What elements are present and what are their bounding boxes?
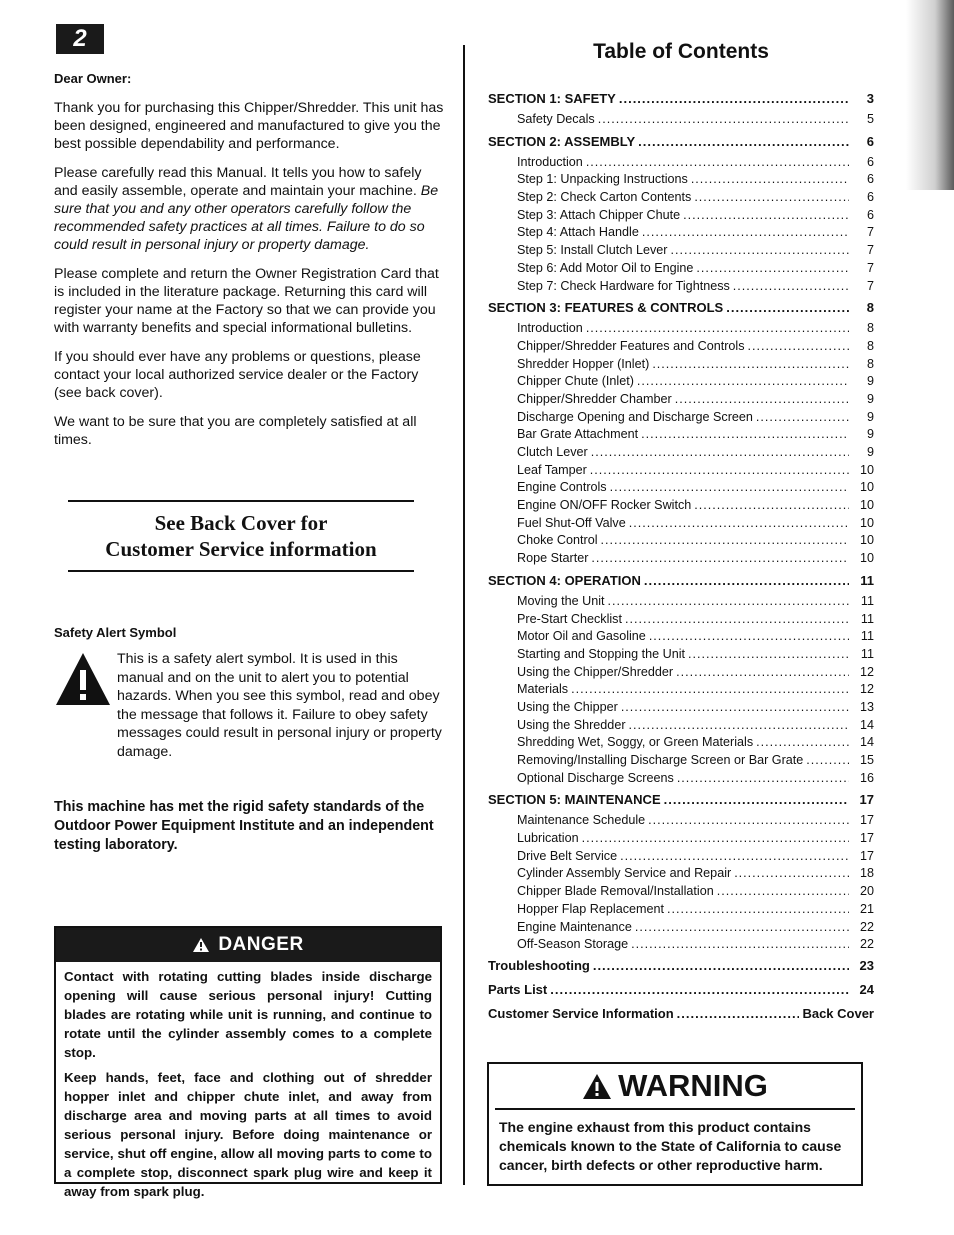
toc-page-number: 17 — [859, 848, 874, 863]
toc-leader-dots — [677, 770, 849, 788]
toc-leader-dots — [637, 373, 849, 391]
toc-page-number: 7 — [866, 260, 874, 275]
toc-leader-dots — [571, 681, 849, 699]
toc-label: Drive Belt Service — [517, 848, 618, 863]
toc-entry — [488, 320, 874, 338]
toc-label: Step 3: Attach Chipper Chute — [517, 207, 681, 222]
safety-alert-icon — [54, 650, 112, 708]
toc-page-number: 17 — [859, 831, 874, 846]
toc-leader-dots — [593, 954, 849, 978]
toc-label: Starting and Stopping the Unit — [517, 646, 686, 661]
toc-page-number: 10 — [859, 480, 874, 495]
toc-label: Using the Chipper/Shredder — [517, 664, 674, 679]
toc-leader-dots — [652, 356, 849, 374]
toc-entry — [488, 611, 874, 629]
toc-leader-dots — [586, 320, 849, 338]
toc-label: SECTION 1: SAFETY — [488, 91, 616, 106]
toc-leader-dots — [625, 611, 849, 629]
toc-entry — [488, 111, 874, 129]
toc-label: Parts List — [488, 981, 548, 997]
intro-column — [54, 70, 446, 460]
toc-label: Clutch Lever — [517, 445, 588, 459]
toc-section-entry — [488, 295, 874, 320]
danger-box — [54, 926, 442, 1199]
toc-entry — [488, 479, 874, 497]
toc-page-number: 6 — [866, 133, 874, 149]
toc-page-number: Back Cover — [802, 1005, 874, 1021]
toc-label: Choke Control — [517, 533, 598, 548]
toc-page-number: 8 — [866, 321, 874, 336]
toc-entry — [488, 628, 874, 646]
toc-leader-dots — [591, 444, 849, 462]
toc-leader-dots — [629, 717, 849, 735]
toc-entry — [488, 338, 874, 356]
toc-section-entry — [488, 86, 874, 111]
bottom-rule — [68, 570, 414, 572]
toc-page-number: 7 — [866, 278, 874, 293]
toc-leader-dots — [726, 295, 849, 320]
toc-page-number: 11 — [860, 629, 874, 644]
toc-entry — [488, 391, 874, 409]
toc-label: Leaf Tamper — [517, 462, 587, 477]
toc-page-number: 12 — [859, 682, 874, 697]
danger-title: DANGER — [218, 934, 304, 955]
toc-label: Cylinder Assembly Service and Repair — [517, 866, 732, 881]
toc-title: Table of Contents — [593, 40, 769, 63]
toc-page-number: 7 — [866, 225, 874, 240]
danger-paragraph-2: Keep hands, feet, face and clothing out of shredder hopper inlet and chipper chute inlet, and away from discharge area and moving parts at all times to avoid serious personal injury. Before doing maintenance or service, shut off engine, allow all moving parts to come to a complete stop, disconnect spark plug wire and keep it away from spark plug. — [64, 1070, 432, 1199]
toc-entry — [488, 409, 874, 427]
toc-page-number: 11 — [860, 572, 874, 588]
intro-paragraph-2 — [54, 164, 446, 254]
see-back-cover-box — [68, 500, 414, 572]
toc-entry — [488, 752, 874, 770]
toc-label: Engine Controls — [517, 480, 607, 495]
toc-page-number: 9 — [866, 409, 874, 424]
toc-label: Step 2: Check Carton Contents — [517, 190, 692, 205]
toc-leader-dots — [629, 515, 849, 533]
warning-box — [487, 1062, 863, 1186]
toc-entry — [488, 171, 874, 189]
toc-page-number: 23 — [859, 957, 874, 973]
toc-label: Hopper Flap Replacement — [517, 901, 665, 916]
toc-label: SECTION 2: ASSEMBLY — [488, 133, 636, 149]
toc-leader-dots — [631, 936, 849, 954]
toc-leader-dots — [641, 426, 849, 444]
toc-page-number: 14 — [859, 735, 874, 750]
toc-section-entry — [488, 954, 874, 978]
page-number: 2 — [56, 24, 104, 54]
toc-leader-dots — [671, 242, 849, 260]
toc-leader-dots — [688, 646, 849, 664]
toc-label: Chipper Chute (Inlet) — [517, 374, 634, 389]
toc-page-number: 5 — [866, 112, 874, 126]
toc-label: Introduction — [517, 154, 583, 169]
toc-leader-dots — [601, 532, 849, 550]
see-back-cover-text — [68, 502, 414, 570]
toc-leader-dots — [806, 752, 849, 770]
toc-page-number: 6 — [866, 172, 874, 187]
toc-label: Chipper/Shredder Features and Controls — [517, 338, 745, 353]
warning-title: WARNING — [618, 1068, 768, 1103]
toc-page-number: 7 — [866, 243, 874, 258]
toc-leader-dots — [550, 978, 849, 1002]
toc-label: Shredding Wet, Soggy, or Green Materials — [517, 735, 754, 750]
toc-label: Using the Shredder — [517, 717, 626, 732]
toc-entry — [488, 189, 874, 207]
toc-label: Fuel Shut-Off Valve — [517, 515, 626, 530]
toc-leader-dots — [748, 338, 849, 356]
toc-entry — [488, 515, 874, 533]
toc-label: Optional Discharge Screens — [517, 770, 674, 785]
toc-page-number: 12 — [859, 664, 874, 679]
toc-entry — [488, 865, 874, 883]
intro-paragraph-1: Thank you for purchasing this Chipper/Shredder. This unit has been designed, engineered and manufactured to give you the best possible dependability and performance. — [54, 100, 444, 152]
toc-entry — [488, 734, 874, 752]
toc-label: Moving the Unit — [517, 593, 605, 608]
warning-triangle-icon — [192, 937, 210, 953]
toc-page-number: 22 — [859, 919, 874, 934]
toc-leader-dots — [664, 787, 849, 812]
toc-label: Engine Maintenance — [517, 919, 632, 934]
toc-entry — [488, 462, 874, 480]
toc-page-number: 9 — [866, 445, 874, 459]
toc-label: Bar Grate Attachment — [517, 427, 639, 442]
toc-label: Removing/Installing Discharge Screen or Bar Grate — [517, 753, 804, 767]
toc-entry — [488, 919, 874, 937]
toc-leader-dots — [598, 111, 849, 129]
toc-leader-dots — [734, 865, 849, 883]
toc-entry — [488, 593, 874, 611]
toc-entry — [488, 717, 874, 735]
toc-leader-dots — [696, 260, 849, 278]
toc-leader-dots — [642, 224, 849, 242]
toc-page-number: 10 — [859, 462, 874, 477]
toc-label: Motor Oil and Gasoline — [517, 629, 646, 644]
see-back-line-1: See Back Cover for — [154, 511, 328, 535]
toc-leader-dots — [582, 830, 849, 848]
toc-entry — [488, 681, 874, 699]
intro-paragraph-4: If you should ever have any problems or questions, please contact your local authorized service dealer or the Factory (see back cover). — [54, 349, 421, 401]
toc-leader-dots — [648, 812, 849, 830]
toc-leader-dots — [610, 479, 849, 497]
toc-page-number: 6 — [866, 190, 874, 205]
toc-entry — [488, 936, 874, 954]
toc-label: SECTION 5: MAINTENANCE — [488, 792, 661, 808]
dear-owner-heading: Dear Owner: — [54, 71, 132, 86]
intro-paragraph-2-italic: Be sure that you and any other operators carefully follow the recommended safety practices at all times. Failure to do so could result in personal injury or property damage. — [54, 183, 439, 253]
column-divider — [463, 45, 465, 1185]
toc-page-number: 18 — [859, 866, 874, 881]
danger-header — [56, 928, 440, 962]
toc-page-number: 9 — [866, 391, 874, 406]
toc-page-number: 24 — [859, 981, 874, 997]
toc-label: Step 6: Add Motor Oil to Engine — [517, 260, 694, 275]
toc-label: SECTION 3: FEATURES & CONTROLS — [488, 300, 724, 316]
standards-statement: This machine has met the rigid safety standards of the Outdoor Power Equipment Institute and an independent testing laboratory. — [54, 799, 434, 853]
safety-alert-text: This is a safety alert symbol. It is used in this manual and on the unit to alert you to potential hazards. When you see this symbol, read and obey the message that follows it. Failure to obey safety messages could result in personal injury or property damage. — [117, 651, 442, 760]
toc-section-entry — [488, 1002, 874, 1026]
toc-entry — [488, 278, 874, 296]
toc-section-entry — [488, 787, 874, 812]
toc-entry — [488, 532, 874, 550]
toc-entry — [488, 154, 874, 172]
toc-leader-dots — [635, 919, 849, 937]
table-of-contents — [488, 86, 874, 1026]
toc-page-number: 20 — [859, 884, 874, 899]
toc-label: Lubrication — [517, 831, 579, 846]
toc-page-number: 16 — [859, 770, 874, 785]
toc-label: Chipper/Shredder Chamber — [517, 391, 672, 406]
toc-section-entry — [488, 978, 874, 1002]
toc-page-number: 10 — [859, 551, 874, 566]
toc-leader-dots — [717, 883, 849, 901]
toc-page-number: 15 — [859, 753, 874, 767]
toc-label: Customer Service Information — [488, 1005, 674, 1021]
toc-entry — [488, 812, 874, 830]
toc-label: Off-Season Storage — [517, 937, 629, 952]
toc-leader-dots — [694, 189, 849, 207]
toc-page-number: 6 — [866, 207, 874, 222]
intro-paragraph-3: Please complete and return the Owner Registration Card that is included in the literature package. Returning this card will register your name at the Factory so that we can provide you with warranty benefits and special informational bulletins. — [54, 266, 439, 336]
warning-header — [489, 1064, 861, 1108]
toc-label: Step 1: Unpacking Instructions — [517, 172, 688, 187]
toc-label: Pre-Start Checklist — [517, 611, 622, 626]
toc-label: Introduction — [517, 321, 583, 336]
toc-label: Shredder Hopper (Inlet) — [517, 356, 650, 371]
toc-leader-dots — [638, 129, 849, 154]
toc-page-number: 22 — [859, 937, 874, 952]
toc-entry — [488, 373, 874, 391]
toc-entry — [488, 901, 874, 919]
toc-label: Chipper Blade Removal/Installation — [517, 884, 714, 899]
safety-alert-heading: Safety Alert Symbol — [54, 625, 177, 640]
toc-leader-dots — [683, 207, 849, 225]
toc-label: Using the Chipper — [517, 699, 618, 714]
toc-entry — [488, 883, 874, 901]
toc-entry — [488, 699, 874, 717]
danger-body — [56, 962, 440, 1201]
toc-page-number: 21 — [859, 901, 874, 916]
toc-leader-dots — [675, 391, 849, 409]
toc-label: Rope Starter — [517, 551, 589, 566]
toc-entry — [488, 550, 874, 568]
danger-paragraph-1: Contact with rotating cutting blades inside discharge opening will cause serious personal injury! Cutting blades are rotating while unit is running, and continue to rotate until the cylinder assembly comes to a complete stop. — [64, 969, 432, 1060]
toc-page-number: 13 — [859, 699, 874, 714]
warning-text: The engine exhaust from this product contains chemicals known to the State of California to cause cancer, birth defects or other reproductive harm. — [499, 1119, 842, 1173]
toc-section-entry — [488, 129, 874, 154]
toc-entry — [488, 830, 874, 848]
toc-label: SECTION 4: OPERATION — [488, 572, 641, 588]
toc-page-number: 10 — [859, 533, 874, 548]
toc-page-number: 8 — [866, 356, 874, 371]
toc-page-number: 9 — [866, 374, 874, 389]
toc-leader-dots — [677, 1002, 800, 1026]
toc-entry — [488, 497, 874, 515]
toc-page-number: 11 — [860, 646, 874, 661]
toc-page-number: 14 — [859, 717, 874, 732]
toc-label: Step 5: Install Clutch Lever — [517, 243, 668, 258]
toc-label: Engine ON/OFF Rocker Switch — [517, 498, 692, 513]
toc-label: Step 4: Attach Handle — [517, 225, 639, 240]
toc-entry — [488, 260, 874, 278]
toc-page-number: 6 — [866, 154, 874, 169]
toc-page-number: 11 — [860, 593, 874, 608]
toc-entry — [488, 207, 874, 225]
intro-paragraph-2-text: Please carefully read this Manual. It tells you how to safely and easily assemble, operate and maintain your machine. — [54, 165, 422, 199]
toc-leader-dots — [591, 550, 849, 568]
toc-leader-dots — [756, 734, 849, 752]
toc-entry — [488, 444, 874, 462]
toc-leader-dots — [756, 409, 849, 427]
toc-page-number: 8 — [866, 338, 874, 353]
toc-entry — [488, 426, 874, 444]
toc-entry — [488, 646, 874, 664]
toc-leader-dots — [586, 154, 849, 172]
toc-entry — [488, 242, 874, 260]
scan-shadow — [906, 0, 954, 190]
toc-leader-dots — [676, 664, 849, 682]
toc-entry — [488, 770, 874, 788]
toc-leader-dots — [733, 278, 849, 296]
toc-page-number: 10 — [859, 498, 874, 513]
toc-leader-dots — [694, 497, 849, 515]
toc-leader-dots — [691, 171, 849, 189]
toc-entry — [488, 224, 874, 242]
toc-section-entry — [488, 568, 874, 593]
toc-entry — [488, 664, 874, 682]
toc-leader-dots — [620, 848, 849, 866]
toc-leader-dots — [621, 699, 849, 717]
toc-page-number: 17 — [859, 792, 874, 808]
toc-leader-dots — [619, 86, 849, 111]
toc-entry — [488, 848, 874, 866]
see-back-line-2: Customer Service information — [105, 537, 377, 561]
toc-leader-dots — [667, 901, 849, 919]
toc-label: Discharge Opening and Discharge Screen — [517, 409, 753, 424]
toc-page-number: 3 — [866, 91, 874, 106]
toc-leader-dots — [644, 568, 849, 593]
toc-leader-dots — [608, 593, 850, 611]
toc-page-number: 9 — [866, 427, 874, 442]
toc-leader-dots — [649, 628, 849, 646]
toc-label: Safety Decals — [517, 112, 595, 126]
toc-page-number: 11 — [860, 611, 874, 626]
toc-leader-dots — [590, 462, 849, 480]
toc-label: Maintenance Schedule — [517, 813, 646, 828]
toc-label: Troubleshooting — [488, 957, 590, 973]
toc-label: Step 7: Check Hardware for Tightness — [517, 278, 730, 293]
warning-triangle-icon — [582, 1073, 612, 1100]
toc-page-number: 10 — [859, 515, 874, 530]
toc-page-number: 8 — [866, 300, 874, 316]
toc-label: Materials — [517, 682, 569, 697]
toc-page-number: 17 — [859, 813, 874, 828]
toc-entry — [488, 356, 874, 374]
intro-paragraph-5: We want to be sure that you are completely satisfied at all times. — [54, 414, 417, 448]
